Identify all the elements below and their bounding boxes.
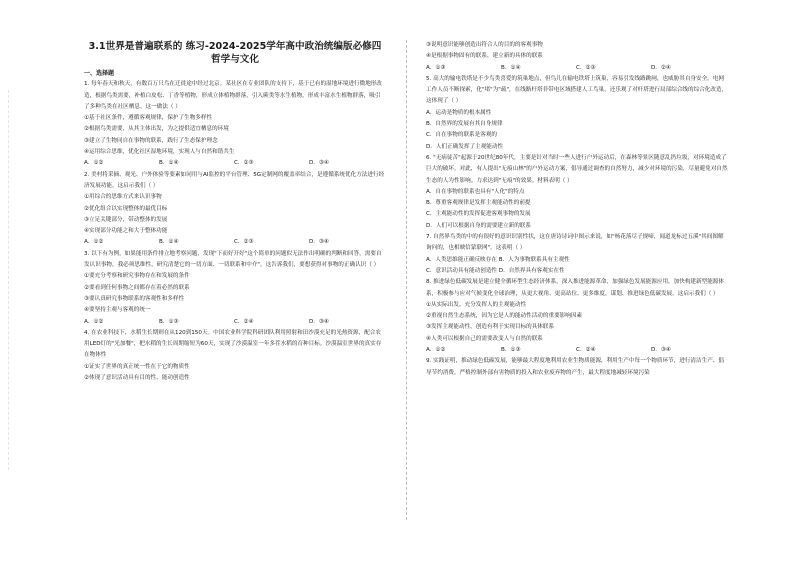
question-line: A．运动是物质的根本属性 <box>426 109 492 116</box>
answer-option: D．③④ <box>651 347 671 354</box>
answer-option: A．①② <box>84 239 104 246</box>
answer-option: C．②③ <box>234 239 254 246</box>
question-line: C．主观能动性的发挥促进客观事物的发展 <box>426 211 531 218</box>
question-line: ④人类可以根据自己的需要改变人与自然的联系 <box>426 335 543 342</box>
question-line: ②重视自然生态系统，因为它是人的能动性活动的重要影响因素 <box>426 313 583 320</box>
question-line: ②体现了意识活动具有目的性、能动创造性 <box>84 375 190 382</box>
question-line: ①用综合的思维方式来认识事物 <box>84 194 162 201</box>
answer-options <box>84 237 386 248</box>
question-line: ③建立了生物同自在事物的联系，践行了生态保护理念 <box>84 137 218 144</box>
question-line: ①基于社区条件，遵循客观规律，保护了生物多样性 <box>84 115 213 122</box>
question-line: ④运用综合思维，优化社区湿地环境，实现人与自然和谐共生 <box>84 149 235 156</box>
answer-option: B．①④ <box>501 64 521 71</box>
column-divider <box>406 40 407 520</box>
question-line: 3. 以下有为例，如果能用条件排立地考察问题，发现"下而好开好"这个简单的问题似无法作出明确的判断和回答，需要自发认识事物，我必须思维性，研究清楚它的一切方面、一切联系和中介"。这告诉我们，要想获得对事物的正确认识（ ） <box>84 250 382 269</box>
answer-option: C．②④ <box>576 347 596 354</box>
answer-option: D．③④ <box>309 318 329 325</box>
answer-option: A．①② <box>426 347 446 354</box>
question-line: ④是根据事物固有的联系，建立新的具体的联系 <box>426 53 543 60</box>
question-line: B．自然界的发展有其自身规律 <box>426 121 503 128</box>
answer-option: A．①② <box>84 318 104 325</box>
answer-option: C．②④ <box>234 318 254 325</box>
question-line: ①从实际出发，充分发挥人的主观能动性 <box>426 301 527 308</box>
question-line: ①要充分考察和研究事物存在和发展的条件 <box>84 273 190 280</box>
question-line: 1. 每年春天和秋天，有数百万只鸟在迁徙途中经过北京。某社区在专业团队的支持下，基于已有的湿地环境进行微地形改造，根据鸟类需要，补植白皮松、丁香等植物，形成立体植物群落，引入蕨类等水生植物，形成丰富水生植物群落，吸引了多种鸟类在社区栖息。这一做法（ ） <box>84 81 382 110</box>
question-line: ③立足关键部分，带动整体的发展 <box>84 216 168 223</box>
question-line: 9. 实践证明，推动绿色低碳发展，能够最大程度地利用农业生物质能源，利用生产中每一个物质环节，进行清洁生产、倡导节约消费，严格控制外部有害物质的投入和农业废弃物的产生，最大程度地减轻环境污染 <box>426 358 724 376</box>
answer-option: B．①③ <box>159 318 179 325</box>
left-column <box>84 40 386 384</box>
page-title: 3.1世界是普遍联系的 练习-2024-2025学年高中政治统编版必修四哲学与文化 <box>88 41 382 65</box>
question-line: A．自在事物的联系也具有"人化"的特点 <box>426 188 525 195</box>
question-line: ④要坚持主观与客观的统一 <box>84 307 151 314</box>
answer-option: A．①③ <box>426 64 446 71</box>
question-line: 8. 推进绿色低碳发展是建立健全循环型生态经济体系，深入推进能源革命，加强绿色发展能源应用，加快构建新型能源体系，积极参与应对气候变化全球治理，从更大视角、更高站位、更多维度，谋划、推进绿色低碳发展。这启示我们（ ） <box>426 279 724 297</box>
question-line: 7. 自然界鸟类的中的有很好的意识识别性状，这在唐诗诗词中图示来说，如"杨花落尽子规啼，闻道龙标过五溪"其间图解询问的，也相映信蒙联网"。这表明（ ） <box>426 234 724 252</box>
answer-options <box>426 63 728 74</box>
answer-option: D．②④ <box>651 64 671 71</box>
right-column <box>426 40 728 379</box>
question-line: 5. 高大的输电铁塔是不少鸟类喜爱的筑巢地点，但鸟儿在输电铁塔上筑巢，容易引发线路跳闸，也威胁其自身安全。电网工作人员不断探索，化"堵"为"疏"，在线路杆塔非带电区域搭建人工鸟巢，还乐观了对杆塔进行局部综合线的综合化改造，这体现了（ ） <box>426 75 728 105</box>
question-line: B．尊重客观规律是发挥主观能动性的前提 <box>426 200 531 207</box>
question-line: ②根据鸟类需要，从其主体出发，为之提供适宜栖息的环境 <box>84 126 229 133</box>
answer-option: C．②③ <box>234 160 254 167</box>
binding-margin-line <box>8 90 13 470</box>
answer-option: A．①② <box>84 160 104 167</box>
question-line: ③要认真研究事物联系的客观性和多样性 <box>84 295 185 302</box>
right-column-body <box>426 40 728 379</box>
question-line: D．人们可以根据自身的需要建立新的联系 <box>426 222 531 229</box>
question-line: ①证实了世界的真正统一性在于它的物质性 <box>84 363 190 370</box>
question-line: ③说明意识能够创造出符合人的目的的客观事物 <box>426 42 543 48</box>
question-line: 6. "无病徒苦"起源于20世纪80年代，主要是针对当时一些人进行户外运动后，在森林等景区随意乱扔垃圾，对环境造成了巨大的破坏。对此，有人提出"无痕山林"的户外运动方案，倡导通过调查的自然努力，减少对环境的污染，尽量避免对自然生态的人为性影响。力求达到"无痕"的效果。材料表明（ ） <box>426 154 728 184</box>
left-column-body <box>84 79 386 384</box>
answer-options <box>84 158 386 169</box>
question-line: 2. 美村将采摘、观光、户外体验等要素如同用与AI监控的平台管理、5G定制网的覆盖率结合，是遵循系统优化方法进行经济发展功能。这启示我们（ ） <box>84 171 385 189</box>
question-line: 4. 在农业科技下，水稻生长期则在从120到150天。中国农业科学院科研团队利用照射和田沙漠充足的光热资源，配合农用LED灯的"光加餐"，把水稻的生长周期缩短为60天，实现了沙漠温室一年多茬水稻的育种目标。沙漠温室世界的真实存在物体性 <box>84 329 382 359</box>
answer-option: D．③④ <box>309 160 329 167</box>
answer-option: D．③④ <box>309 239 329 246</box>
question-line: ②要看到任何事物之间都存在着必然的联系 <box>84 284 190 291</box>
answer-option: B．①③ <box>501 347 521 354</box>
answer-option: B．①④ <box>159 239 179 246</box>
question-line: C．自在事物的联系是客观的 <box>426 132 498 139</box>
question-line: ③发挥主观能动性，创造有利于实现目标的具体联系 <box>426 324 555 331</box>
answer-options <box>426 345 728 356</box>
section-heading: 一、选择题 <box>84 70 115 77</box>
answer-option: C．②③ <box>576 64 596 71</box>
question-line: D．人们正确发挥了主观能动性 <box>426 143 504 150</box>
question-line: ②优化组合以实现整体的最优目标 <box>84 205 168 212</box>
question-line: C．意识活动具有能动创造性 D．自然界具有客观实在性 <box>426 267 565 274</box>
answer-options <box>84 317 386 328</box>
answer-option: B．①④ <box>159 160 179 167</box>
question-line: ④实现部分功能之和大于整体功能 <box>84 228 168 235</box>
question-line: A．人类思维能正确反映存在 B．人为事物联系具有主观性 <box>426 256 570 263</box>
